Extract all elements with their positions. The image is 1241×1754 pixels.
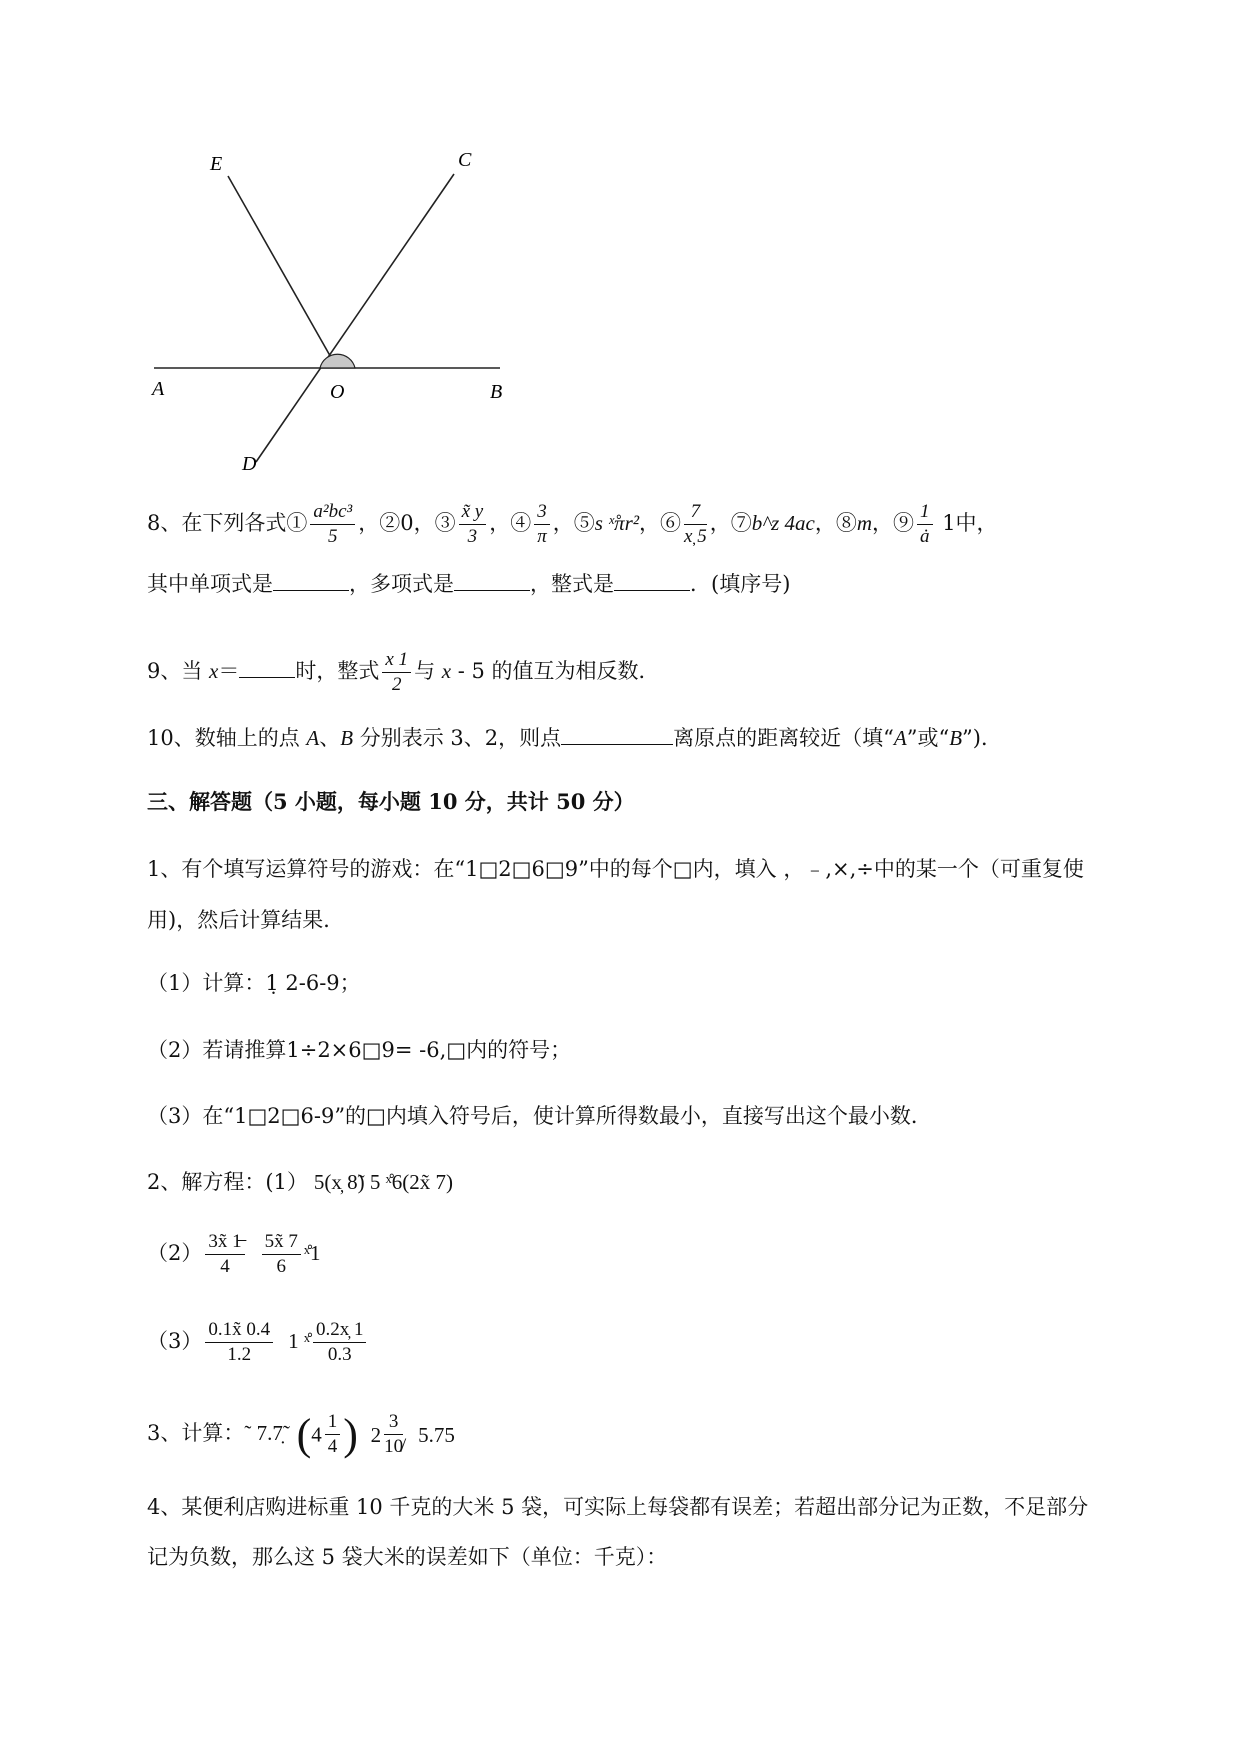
- angle-figure: [140, 140, 520, 480]
- q9-frac: $\frac{x 1}{2}$: [382, 648, 411, 697]
- answer-blank[interactable]: [239, 655, 295, 678]
- q8-line2: 其中单项式是 ，多项式是 ，整式是 ．(填序号): [147, 568, 1181, 599]
- p1-sub1: （1）计算：1̣ 2-6-9；: [147, 971, 361, 995]
- p1-sub3: （3）在“1□2□6-9”的□内填入符号后，使计算所得数最小，直接写出这个最小数．: [147, 1104, 932, 1128]
- label-e: E: [210, 153, 223, 175]
- p2-e2-frac1: $\frac{3x̃ 1̶}{4}$: [205, 1230, 244, 1279]
- answer-blank[interactable]: [561, 722, 673, 745]
- p3-frac: $\frac{3}{10̸}$: [384, 1411, 404, 1457]
- p3-mixed-frac: $\frac{1}{4}$: [325, 1410, 341, 1459]
- answer-blank[interactable]: [614, 568, 690, 591]
- answer-blank[interactable]: [454, 568, 530, 591]
- q8-frac3: $\frac{x̃ y}{3}$: [459, 500, 487, 549]
- line-oe: [228, 176, 337, 368]
- q8-frac6: $\frac{7}{x̦ 5}$: [684, 501, 707, 547]
- line-dc: [256, 174, 454, 462]
- q8-frac4: $\frac{3}{\pi}$: [534, 500, 550, 549]
- p2-e3-frac2: $\frac{0.2x̦ 1}{0.3}$: [313, 1318, 367, 1367]
- p1-sub2: （2）若请推算1÷2×6□9= -6,□内的符号；: [147, 1038, 572, 1062]
- p2-sub2: （2） $\frac{3x̃ 1̶}{4}$ $\frac{5x̃ 7}{6}$ ˣ̊1: [147, 1231, 321, 1277]
- p1-line2: 用)，然后计算结果．: [147, 908, 345, 932]
- p2-sub3: （3） $\frac{0.1x̃ 0.4}{1.2}$ 1 ˣ̊ $\frac{0.2x̦ 1}{0.3}$: [147, 1318, 1181, 1367]
- p4-line1: 4、某便利店购进标重 10 千克的大米 5 袋，可实际上每袋都有误差；若超出部分记为正数，不足部分: [147, 1495, 1089, 1519]
- p2-e3-frac1: $\frac{0.1x̃ 0.4}{1.2}$: [205, 1318, 273, 1367]
- label-b: B: [490, 381, 503, 403]
- angle-mark: [320, 354, 355, 368]
- q9: 9、当 x＝ 时，整式 $\frac{x 1}{2}$ 与 x - 5 的值互为相反数．: [147, 649, 660, 695]
- right-paren: ): [343, 1409, 358, 1459]
- q8-frac9: $\frac{1}{ȧ}$: [917, 500, 933, 549]
- figure-lines: [154, 174, 503, 462]
- q8-line1: 8、在下列各式① $\frac{\text{a²bc³}}{5}$ ，②0，③ $\frac{x̃ y}{3}$ ，④ $\frac{3}{\pi}$ ，⑤s ˣ̊πr²，⑥ $\frac{7}{x̦ 5}$ ，⑦b^z 4ac，⑧m，⑨ $\frac{1}{ȧ}$ 1中，: [147, 501, 998, 547]
- left-paren: (: [296, 1409, 312, 1459]
- label-d: D: [242, 453, 257, 475]
- label-a: A: [152, 378, 165, 400]
- label-c: C: [458, 149, 472, 171]
- p4-line2: 记为负数，那么这 5 袋大米的误差如下（单位：千克）：: [147, 1545, 668, 1569]
- p2-e2-frac2: $\frac{5x̃ 7}{6}$: [262, 1230, 301, 1279]
- q8-frac1: $\frac{\text{a²bc³}}{5}$: [310, 500, 355, 549]
- label-o: O: [330, 381, 345, 403]
- section-heading: 三、解答题（5 小题，每小题 10 分，共计 50 分）: [147, 789, 635, 814]
- answer-blank[interactable]: [273, 568, 349, 591]
- p3: 3、计算：˜ 7.7̣˜ (4 $\frac{1}{4}$ ) 2 $\frac{3}{10̸}$ 5.75: [147, 1409, 455, 1459]
- q10: 10、数轴上的点 A、B 分别表示 3、2，则点 离原点的距离较近（填“A”或“B”)．: [147, 722, 1181, 753]
- p1-line1: 1、有个填写运算符号的游戏：在“1□2□6□9”中的每个□内，填入 ，﹣,×,÷中的某一个（可重复使: [147, 857, 1084, 881]
- p2-line1: 2、解方程：(1） 5(x̦ 8̃) 5 ˣ̊6(2x̃ 7): [147, 1170, 453, 1194]
